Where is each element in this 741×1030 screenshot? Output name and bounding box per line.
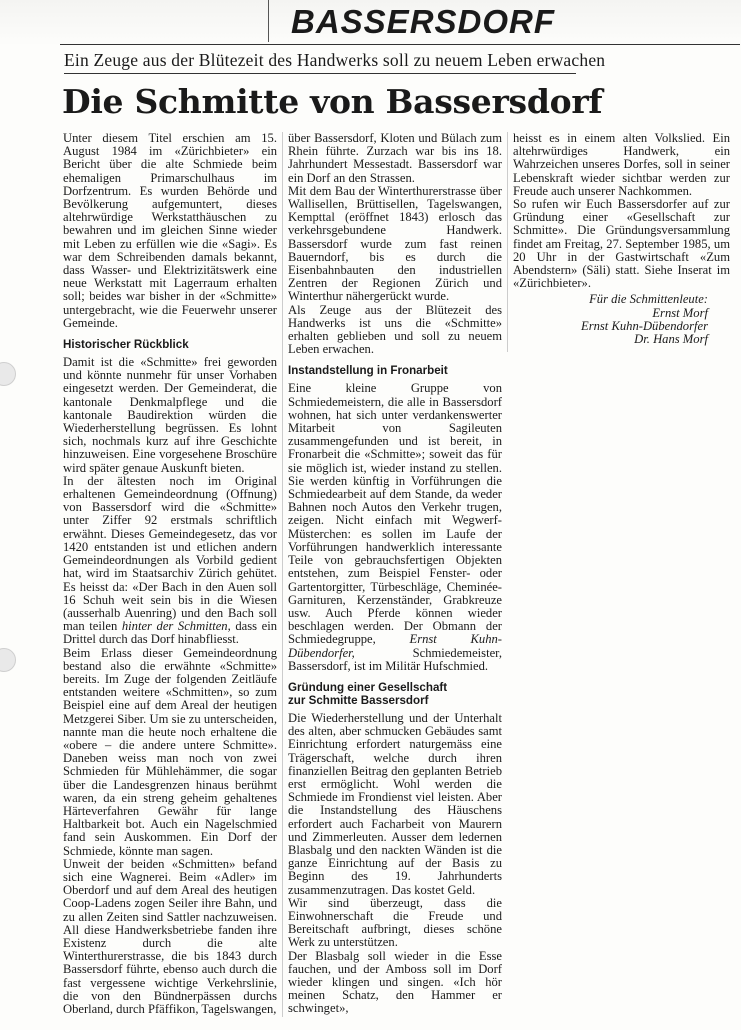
signature-name: Ernst Kuhn-Dübendorfer (581, 318, 708, 333)
column-divider (282, 132, 283, 1017)
emphasis: hinter der Schmitten, (121, 619, 231, 634)
kicker-line: Ein Zeuge aus der Blütezeit des Handwerks soll zu neuem Leben erwachen (64, 50, 606, 70)
signature-name: Ernst Morf (652, 305, 708, 320)
paragraph: Unweit der beiden «Schmitten» befand sich eine Wagnerei. Beim «Adler» im Oberdorf und auf dem Areal des heutigen Coop-Ladens zogen Seiler ihre Bahn, und zu allen Zeiten sind Sattler nachzuweisen. All diese Handwerksbetriebe fanden ihre Existenz durch die alte Winterthurerstrasse, die bis 1843 durch Bassersdorf führte, ebenso auch durch die fast vergessene wichtige Verkehrslinie, die von den Bündnerpässen durchs Oberland, durch Pfäffikon, Tagelswangen, (63, 856, 277, 1016)
heading-rule (60, 44, 740, 45)
signature-name: Dr. Hans Morf (634, 332, 708, 347)
paragraph: Damit ist die «Schmitte» frei geworden und könnte nunmehr für unser Vorhaben eingesetzt werden. Der Gemeinderat, die kantonale Denkmalpflege und die kantonale Baudirektion würden die Wiederherstellung begrüssen. Es lohnt sich, nochmals kurz auf ihre Geschichte hinzuweisen. Eine vorgesehene Broschüre wird später genaue Auskunft bieten. (63, 355, 277, 475)
paragraph: Eine kleine Gruppe von Schmiedemeistern, die alle in Bassersdorf wohnen, hat sich unter verdankenswerter Mitarbeit von Sagileuten zusammengefunden und ist bereit, in Fronarbeit die «Schmitte»; soweit das für sie möglich ist, wieder instand zu stellen. Sie werden künftig in Vorführungen die Schmiedearbeit auf dem Stande, da weder Bahnen noch Autos den Verkehr trugen, zeigen. Nicht einfach mit Wegwerf-Müsterchen: es sollen im Laufe der Vorführungen handwerklich interessante Teile von gebrauchsfertigen Objekten entstehen, zum Beispiel Fenster- oder Gartentorgitter, Türbeschläge, Cheminée-Garnituren, Kerzenständer, Grabkreuze usw. Auch Pferde können wieder beschlagen werden. Der Obmann der Schmiedegruppe, Ernst Kuhn-Dübendorfer, Schmiedemeister, Bassersdorf, ist im Militär Hufschmied. (288, 381, 502, 673)
paragraph: über Bassersdorf, Kloten und Bülach zum Rhein führte. Zurzach war bis ins 18. Jahrhundert Messestadt. Bassersdorf war ein Dorf an den Strassen. (288, 131, 502, 185)
subheading-historischer-rueckblick: Historischer Rückblick (63, 338, 189, 352)
paragraph: Die Wiederherstellung und der Unterhalt des alten, aber schmucken Gebäudes samt Einrichtung erfordert naturgemäss eine Trägerschaft, welche durch ihren finanziellen Beitrag den geplanten Betrieb erst ermöglicht. Wohl werden die Schmiede im Frondienst viel leisten. Aber die Instandstellung des Häuschens erfordert auch Facharbeit von Maurern und Zimmerleuten. Ausser dem ledernen Blasbalg und den nackten Wänden ist die ganze Einrichtung auf der Basis zu Beginn des 19. Jahrhunderts zusammenzutragen. Das kostet Geld. (288, 710, 502, 897)
subheading-instandstellung: Instandstellung in Fronarbeit (288, 364, 448, 378)
section-heading: BASSERSDORF (291, 3, 556, 40)
article-column-1 (63, 132, 277, 1016)
paragraph: Der Blasbalg soll wieder in die Esse fauchen, und der Amboss soll im Dorf wieder klingen und singen. «Ich hör meinen Schatz, den Hammer er schwinget», (288, 948, 502, 1016)
paragraph: In der ältesten noch im Original erhaltenen Gemeindeordnung (Offnung) von Bassersdorf wird die «Schmitte» unter Ziffer 92 erstmals schriftlich erwähnt. Dieses Gemeindegesetz, das vor 1420 entstanden ist und etlichen andern Gemeindeordnungen als Vorbild gedient hat, wird im Staatsarchiv Zürich gehütet. Es heisst da: «Der Bach in den Auen soll 16 Schuh weit sein bis in die Wiesen (ausserhalb Auenring) und den Bach soll man teilen hinter der Schmitten, dass ein Drittel durch das Dorf hinabfliesst. (63, 473, 278, 647)
article-column-2 (288, 132, 502, 1016)
emphasis: Ernst Kuhn-Dübendorfer, (288, 632, 502, 660)
signature-title: Für die Schmittenleute: (589, 292, 708, 307)
paragraph: Mit dem Bau der Winterthurerstrasse über Wallisellen, Brüttisellen, Tagelswangen, Kempttal (eröffnet 1843) erlosch das verkehrsgebundene Handwerk. Bassersdorf wurde zum fast reinen Bauerndorf, bis es durch die Eisenbahnbauten den industriellen Zentren der Regionen Zürich und Winterthur nähergerückt wurde. (288, 183, 502, 304)
paragraph: Als Zeuge aus der Blütezeit des Handwerks ist uns die «Schmitte» erhalten geblieben und soll zu neuem Leben erwachen. (288, 302, 502, 357)
article-column-3 (513, 132, 730, 346)
punch-hole (0, 362, 16, 386)
punch-hole (0, 648, 16, 672)
column-rule (268, 0, 269, 42)
subheading-gruendung: Gründung einer Gesellschaft zur Schmitte Bassersdorf (288, 680, 448, 707)
article-headline: Die Schmitte von Bassersdorf (62, 82, 603, 121)
paragraph: Beim Erlass dieser Gemeindeordnung bestand also die erwähnte «Schmitte» bereits. Im Zuge der folgenden Zeitläufe entstanden weitere «Schmitten», so zum Beispiel eine auf dem Areal der heutigen Metzgerei Siber. Um sie zu unterscheiden, nannte man die heute noch erhaltene die «obere – die andere untere Schmitte». Daneben weiss man noch von zwei Schmieden für Mühlehämmer, die sogar über die Landesgrenzen hinaus berühmt waren, da ein streng geheim gehaltenes Härteverfahren Gewähr für lange Haltbarkeit bot. Auch ein Nagelschmied fand sein Auskommen. Ein Dorf der Schmiede, könnte man sagen. (63, 645, 277, 858)
kicker-rule (64, 73, 576, 74)
paragraph: heisst es in einem alten Volkslied. Ein altehrwürdiges Handwerk, ein Wahrzeichen unseres Dorfes, soll in seiner Lebenskraft wieder sichtbar werden zur Freude auch unserer Nachkommen. (513, 131, 730, 198)
paragraph: Wir sind überzeugt, dass die Einwohnerschaft die Freude und Bereitschaft aufbringt, dieses schöne Werk zu unterstützen. (288, 895, 502, 950)
paragraph: Unter diesem Titel erschien am 15. August 1984 im «Zürichbieter» ein Bericht über die alte Schmiede beim ehemaligen Primarschulhaus im Dorfzentrum. Es wurden Behörde und Bevölkerung aufgemuntert, dieses altehrwürdige Werkstatthäuschen zu bewahren und im gleichen Sinne wieder mit Leben zu erfüllen wie die «Sagi». Es war dem Schreibenden damals bekannt, dass Wasser- und Elektrizitätswerk eine neue Werkstatt mit Lagerraum erhalten soll; beides war bisher in der «Schmitte» untergebracht, wie die Feuerwehr unserer Gemeinde. (63, 131, 277, 330)
column-divider (507, 132, 508, 352)
paragraph: So rufen wir Euch Bassersdorfer auf zur Gründung einer «Gesellschaft zur Schmitte». Die Gründungsversammlung findet am Freitag, 27. September 1985, um 20 Uhr in der Gastwirtschaft «Zum Abendstern» (Säli) statt. Siehe Inserat im «Zürichbieter». (513, 197, 730, 291)
